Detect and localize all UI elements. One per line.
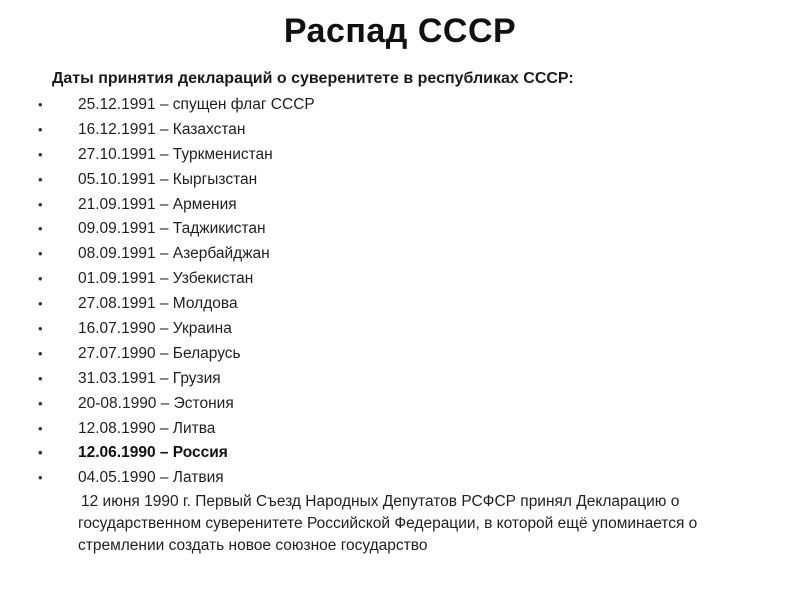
list-item: [38, 267, 315, 292]
slide-subtitle: Даты принятия деклараций о суверенитете в республиках СССР:: [52, 70, 574, 87]
declaration-list: [38, 93, 315, 491]
list-item: [38, 242, 315, 267]
list-item: [38, 342, 315, 367]
list-item-text: 09.09.1991 – Таджикистан: [78, 220, 266, 238]
list-item: [38, 466, 315, 491]
list-item: [38, 392, 315, 417]
bullet-icon: •: [38, 395, 43, 411]
list-item-text: 01.09.1991 – Узбекистан: [78, 270, 254, 288]
list-item: [38, 317, 315, 342]
list-item-text: 12.06.1990 – Россия: [78, 444, 228, 462]
list-item-text: 27.10.1991 – Туркменистан: [78, 145, 273, 163]
list-item: [38, 292, 315, 317]
list-item: [38, 168, 315, 193]
bullet-icon: •: [38, 246, 43, 262]
bullet-icon: •: [38, 445, 43, 461]
slide-title: Распад СССР: [283, 12, 517, 50]
list-item-text: 21.09.1991 – Армения: [78, 195, 237, 213]
list-item-text: 08.09.1991 – Азербайджан: [78, 245, 270, 263]
bullet-icon: •: [38, 296, 43, 312]
bullet-icon: •: [38, 221, 43, 237]
bullet-icon: •: [38, 470, 43, 486]
list-item-text: 04.05.1990 – Латвия: [78, 469, 224, 487]
bullet-icon: •: [38, 321, 43, 337]
list-item: [38, 118, 315, 143]
list-item: [38, 193, 315, 218]
list-item-text: 27.07.1990 – Беларусь: [78, 344, 241, 362]
bullet-icon: •: [38, 121, 43, 137]
list-item-text: 20-08.1990 – Эстония: [78, 394, 234, 412]
bullet-icon: •: [38, 146, 43, 162]
bullet-icon: •: [38, 171, 43, 187]
list-item-text: 31.03.1991 – Грузия: [78, 369, 221, 387]
list-item-text: 12.08.1990 – Литва: [78, 419, 216, 437]
declaration-paragraph: 12 июня 1990 г. Первый Съезд Народных Депутатов РСФСР принял Декларацию о государственном суверенитете Российской Федерации, в которой ещё упоминается о стремлении создать новое союзное государство: [78, 493, 698, 554]
bullet-icon: •: [38, 370, 43, 386]
list-item-text: 25.12.1991 – спущен флаг СССР: [78, 96, 315, 113]
list-item-text: 16.12.1991 – Казахстан: [78, 120, 246, 138]
list-item: [38, 367, 315, 392]
list-item: [38, 217, 315, 242]
list-item: [38, 143, 315, 168]
list-item-text: 16.07.1990 – Украина: [78, 320, 232, 338]
list-item: [38, 417, 315, 442]
bullet-icon: •: [38, 345, 43, 361]
bullet-icon: •: [38, 97, 43, 112]
list-item: [38, 93, 315, 118]
list-item-text: 27.08.1991 – Молдова: [78, 295, 238, 313]
list-item-text: 05.10.1991 – Кыргызстан: [78, 170, 258, 188]
bullet-icon: •: [38, 420, 43, 436]
bullet-icon: •: [38, 271, 43, 287]
list-item-highlighted: [38, 441, 315, 466]
bullet-icon: •: [38, 196, 43, 212]
